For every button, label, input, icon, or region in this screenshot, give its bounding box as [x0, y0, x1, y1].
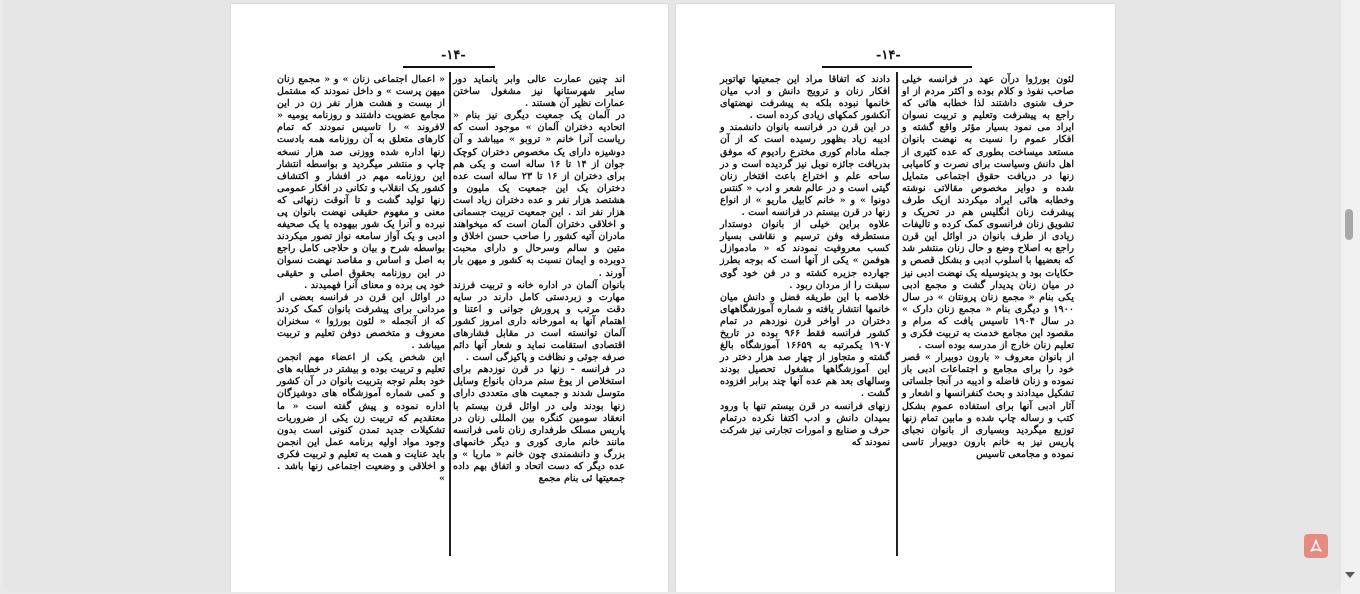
acrobat-pdf-icon: [1308, 538, 1324, 554]
paragraph: لئون بورژوا درآن عهد در فرانسه خیلی صاحب نفوذ و کلام بوده و اکثر مردم از او حرف شنوی داشتند لذا خطابه هائی که راجع به پیشرفت وتعلیم و تربیت نسوان ایراد می نمود بسیار مؤثر واقع گشته و افکار عموم را نسبت به نهضت بانوان مستعد میساخت بطوری که عده کثیری از اهل دانش وسیاست برای نصرت و کامیابی زنها در دریافت حقوق اجتماعی متمایل شده و دوایر مخصوص مقالاتی نوشته وخطابه هائی ایراد میکردند ازیک طرف پیشرفت زنان انگلیس هم در تحریک و تشویق زنان فرانسوی کمک کرده و تالیفات زیادی از طرف بانوان در اوائل این قرن راجع به اصلاح وضع و حال زنان منتشر شد که بعضیها با اسلوب ادبی و بشکل قصص و حکایات بود و بدینوسیله یک نهضت ادبی نیز در میان زنان پدیدار گشت و مجمع ادبی یکی بنام « مجمع زنان پرونتان » در سال ۱۹۰۰ و دیگری بنام « مجمع زنان دارک » در سال ۱۹۰۴ تاسیس یافت که مرام و مقصود این مجامع خدمت به تربیت فکری و تعلیم زنان خارج از مدرسه بوده است .: [902, 74, 1074, 352]
paragraph: در این قرن در فرانسه بانوان دانشمند و ادیبه زیاد بظهور رسیده است که از آن جمله مادام کوری مخترع رادیوم که موفق بدریافت جائزه نوبل نیز گردیده است و در ساحه علم و اختراع باعث افتخار زنان گیتی است و در عالم شعر و ادب « کنتس دونوا » و « خانم کابیل ماریو » از انواع زنها در قرن بیستم در فرانسه است .: [720, 122, 890, 219]
text-column-left: [720, 74, 890, 449]
paragraph: اند چنین عمارت عالی وابر یانماید دور سایر شهرستانها نیز مشغول ساختن عمارات نظیر آن هستند .: [453, 74, 625, 110]
paragraph: خلاصه با این طریقه فضل و دانش میان خانمها انتشار یافته و شماره آموزشگاههای دختران در اواخر قرن نوزدهم در تمام کشور فرانسه فقط ۹۶۶ بوده در تاریخ ۱۹۰۷ یکمرتبه به ۱۶۶۵۹ آموزشگاه بالغ گشته و متجاوز از چهار صد هزار دختر در این آموزشگاهها مشغول تحصیل بودند وسالهای بعد هم عده آنها چند برابر افزوده گشت .: [720, 291, 890, 400]
page-number: -۱۴-: [441, 48, 466, 63]
scrollbar-thumb[interactable]: [1345, 209, 1353, 240]
header-rule: [403, 66, 495, 68]
column-divider: [449, 72, 451, 556]
column-divider: [896, 72, 898, 556]
paragraph: زنهای فرانسه در قرن بیستم تنها با ورود بمیدان دانش و ادب اکتفا نکرده درتمام حرف و صنایع و امورات تجارتی نیز شرکت نمودند که: [720, 400, 890, 448]
page-number: -۱۴-: [876, 48, 901, 63]
document-page-left: [231, 4, 668, 592]
paragraph: علاوه براین خیلی از بانوان دوستدار مستطرفه وفن ترسیم و نقاشی بسیار کسب معروفیت نمودند که « مادموازل هوفمن » یکی از آنها است که بوجه بطرز جهارده جزیره کشته و در فن خود گوی سبقت را از مردان ربود .: [720, 219, 890, 291]
paragraph: این شخص یکی از اعضاء مهم انجمن تعلیم و تربیت بوده و بیشتر در خطابه های خود بعلم توجه بتربیت بانوان در آن کشور و کمی شماره آموزشگاه های دوشیزگان اداره نموده و پیش گفته است « ما معتقدیم که تربیت زن یکی از ضروریات تشکیلات جدید تمدن کنونی است بدون وجود مواد اولیه برنامه عمل این انجمن باید عنایت و همت به تعلیم و تربیت فکری و اخلاقی و وضعیت اجتماعی زنها باشد . »: [277, 352, 445, 485]
paragraph: بانوان آلمان در اداره خانه و تربیت فرزند مهارت و زبردستی کامل دارند در سایه دقت مرتب و پرورش جوانی و اعتنا و اهتمام آنها به امورخانه داری امروز کشور آلمان توانسته است در مقابل فشارهای اقتصادی استقامت نماید و شعار آنها دائم صرفه جوئی و نظافت و پاکیزگی است .: [453, 279, 625, 364]
paragraph: از بانوان معروف « بارون دوبیرار » قصر خود را برای مجامع و اجتماعات ادبی باز نموده و زنان فاضله و ادیبه در آنجا جلساتی تشکیل میدادند و بحث کنفرانسها و اشعار و آثار ادبی آنها برای استفاده عموم بشکل کتب و رساله چاپ شده و مابین تمام زنها توزیع میگردید وبسیاری از بانوان نجبای پاریس نیز به خانم بارون دوبیرار تاسی نموده و مجامعی تاسیس: [902, 352, 1074, 460]
paragraph: در اوائل این قرن در فرانسه بعضی از مردانی برای پیشرفت بانوان کمک کردند که از آنجمله « لئون بورژوا » سخنران معروف و متخصص دوفن تعلیم و تربیت میباشد .: [277, 291, 445, 352]
document-page-right: [676, 4, 1115, 592]
text-column-left: [277, 74, 445, 485]
text-column-right: [902, 74, 1074, 461]
vertical-scrollbar[interactable]: [1341, 0, 1360, 594]
paragraph: در آلمان یک جمعیت دیگری نیز بنام « اتحادیه دختران آلمان » موجود است که ریاست آنرا خانم « تروبو » میباشد و آن دوشیزه دارای یک مخصوص دختران کوچک جوان از ۱۴ تا ۱۶ ساله است و یکی هم برای دختران از ۱۶ تا ۲۳ ساله است عده دختران یک این جمعیت یک ملیون و هشتصد هزار نفر و عده دختران زیاد است هزار نفر اند . این جمعیت تربیت جسمانی و اخلاقی دختران آلمان است که میخواهند مادران آتیه کشور را صاحب حسن اخلاق و متین و سالم وسرحال و دارای محبت دوبرده و ایمان نسبت به کشور و میهن بار آورند .: [453, 110, 625, 279]
pdf-download-button[interactable]: [1304, 534, 1328, 558]
paragraph: در فرانسه - زنها در قرن نوزدهم برای استخلاص از یوغ ستم مردان بانواع وسایل متوسل شدند و جمعیت های متعددی دارای زنها بودند ولی در اوائل قرن بیستم با انعقاد سومین کنگره بین المللی زنان در پاریس مسلک طرفداری زنان نامی فرانسه مانند خانم ماری کوری و دیگر خانمهای بزرگ و دانشمندی چون خانم « ماریا » و عده دیگر که دست اتحاد و اتفاق بهم داده جمعیتها ئی بنام مجمع: [453, 364, 625, 485]
pdf-viewer: [3, 0, 1341, 592]
text-column-right: [453, 74, 625, 485]
header-rule: [822, 66, 972, 68]
scroll-down-arrow-icon[interactable]: [1345, 572, 1355, 578]
paragraph: « اعمال اجتماعی زنان » و « مجمع زنان میهن پرست » و داخل نمودند که مشتمل از بیست و هشت هزار نفر زن در این مجامع عضویت داشتند و روزنامه یومیه « لافروند » را تاسیس نمودند که تمام کارهای متعلق به آن روزنامه همه بادست زنها اداره شده ووزنی صد هزار نسخه چاپ و منتشر میگردید و بواسطه انتشار این روزنامه مهم در افشار و اکتشاف کشور یک انقلاب و تکانی در افکار عمومی زنها تولید گشت و تا آنوقت زنهائی که معنی و مفهوم حقیقی نهضت بانوان پی نبرده و آنرا یک شور بیهوده یا یک صحیفه ادبی و یک آواز سامعه نواز تصور میکردند بواسطه شرح و بیان و حلاجی کامل راجع به اصل و اساس و مقاصد نهضت نسوان در این روزنامه بحقوق اصلی و حقیقی خود پی برده و معنای آنرا فهمیدند .: [277, 74, 445, 291]
paragraph: دادند که اتفاقا مراد این جمعیتها تهاتوبر افکار زنان و ترویج دانش و ادب میان خانمها نبوده بلکه به پیشرفت نهضتهای آنکشور کمکهای زیادی کرده است .: [720, 74, 890, 122]
